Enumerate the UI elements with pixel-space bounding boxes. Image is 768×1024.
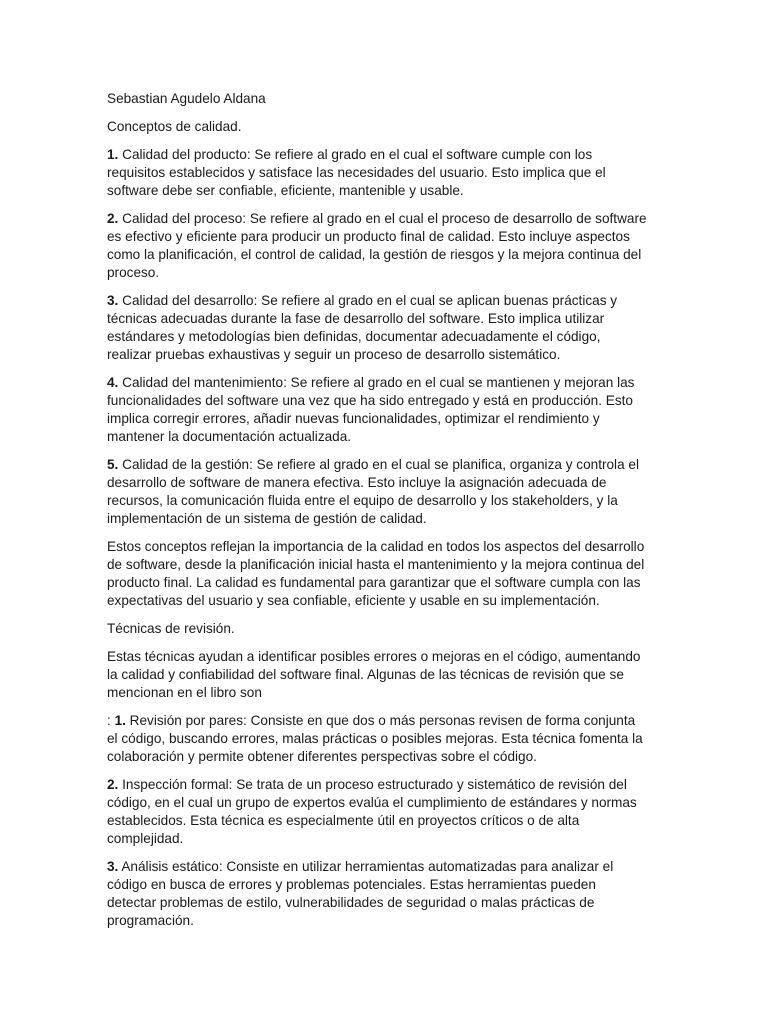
review-item-1 (107, 712, 647, 766)
item-number: 2. (107, 211, 119, 226)
item-text: Análisis estático: Consiste en utilizar herramientas automatizadas para analizar el código en busca de errores y problemas potenciales. Estas herramientas pueden detectar problemas de estilo, vulnerabilidades de seguridad o malas prácticas de programación. (107, 859, 614, 928)
document-page (107, 90, 647, 940)
quality-item-3 (107, 292, 647, 364)
item-text: Calidad del producto: Se refiere al grado en el cual el software cumple con los requisitos establecidos y satisface las necesidades del usuario. Esto implica que el software debe ser confiable, eficiente, mantenible y usable. (107, 147, 606, 198)
review-item-3 (107, 858, 647, 930)
item-text: Calidad de la gestión: Se refiere al grado en el cual se planifica, organiza y controla el desarrollo de software de manera efectiva. Esto incluye la asignación adecuada de recursos, la comunicación fluida entre el equipo de desarrollo y los stakeholders, y la implementación de un sistema de gestión de calidad. (107, 457, 639, 526)
author-name: Sebastian Agudelo Aldana (107, 91, 266, 106)
item-text: Calidad del desarrollo: Se refiere al grado en el cual se aplican buenas prácticas y técnicas adecuadas durante la fase de desarrollo del software. Esto implica utilizar estándares y metodologías bien definidas, documentar adecuadamente el código, realizar pruebas exhaustivas y seguir un proceso de desarrollo sistemático. (107, 293, 618, 362)
quality-item-2 (107, 210, 647, 282)
item-number: 2. (107, 777, 119, 792)
item-number: 5. (107, 457, 119, 472)
review-item-2 (107, 776, 647, 848)
quality-item-5 (107, 456, 647, 528)
item-number: 1. (107, 147, 119, 162)
section-heading-review: Técnicas de revisión. (107, 621, 235, 636)
item-number: 3. (107, 293, 119, 308)
item-prefix: : (107, 713, 115, 728)
item-number: 4. (107, 375, 119, 390)
item-text: Inspección formal: Se trata de un proceso estructurado y sistemático de revisión del código, en el cual un grupo de expertos evalúa el cumplimiento de estándares y normas establecidos. Esta técnica es especialmente útil en proyectos críticos o de alta complejidad. (107, 777, 637, 846)
summary-paragraph: Estos conceptos reflejan la importancia de la calidad en todos los aspectos del desarrollo de software, desde la planificación inicial hasta el mantenimiento y la mejora continua del producto final. La calidad es fundamental para garantizar que el software cumpla con las expectativas del usuario y sea confiable, eficiente y usable en su implementación. (107, 539, 645, 608)
quality-item-1 (107, 146, 647, 200)
item-number: 1. (114, 713, 126, 728)
section-heading-quality: Conceptos de calidad. (107, 119, 242, 134)
review-intro-paragraph: Estas técnicas ayudan a identificar posibles errores o mejoras en el código, aumentando la calidad y confiabilidad del software final. Algunas de las técnicas de revisión que se mencionan en el libro son (107, 649, 641, 700)
item-text: Calidad del proceso: Se refiere al grado en el cual el proceso de desarrollo de software es efectivo y eficiente para producir un producto final de calidad. Esto incluye aspectos como la planificación, el control de calidad, la gestión de riesgos y la mejora continua del proceso. (107, 211, 647, 280)
item-number: 3. (107, 859, 119, 874)
item-text: Revisión por pares: Consiste en que dos o más personas revisen de forma conjunta el código, buscando errores, malas prácticas o posibles mejoras. Esta técnica fomenta la colaboración y permite obtener diferentes perspectivas sobre el código. (107, 713, 643, 764)
quality-item-4 (107, 374, 647, 446)
item-text: Calidad del mantenimiento: Se refiere al grado en el cual se mantienen y mejoran las funcionalidades del software una vez que ha sido entregado y está en producción. Esto implica corregir errores, añadir nuevas funcionalidades, optimizar el rendimiento y mantener la documentación actualizada. (107, 375, 635, 444)
